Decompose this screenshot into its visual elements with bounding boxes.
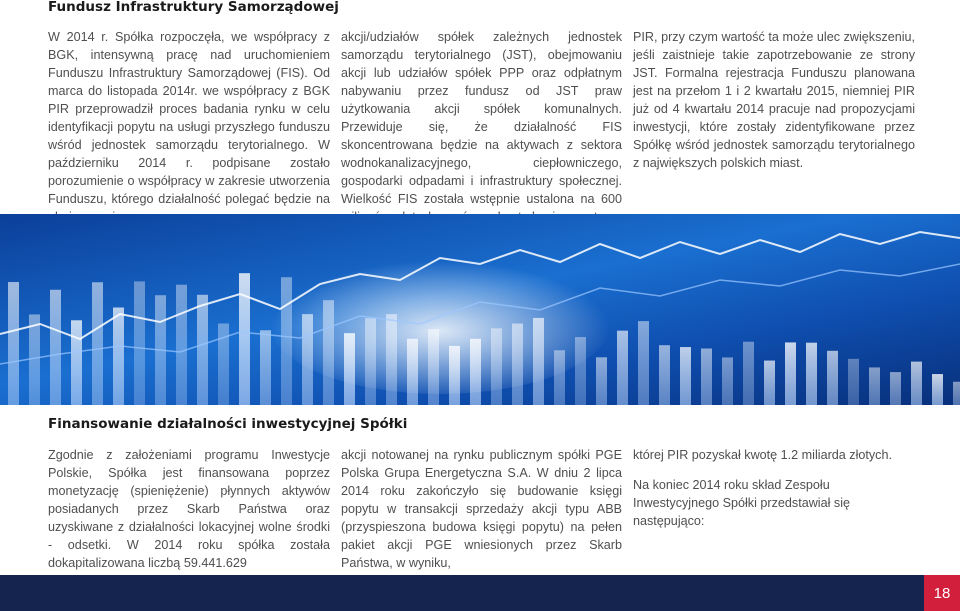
hero-bar xyxy=(764,361,775,405)
hero-bar xyxy=(701,349,712,405)
hero-bar xyxy=(722,357,733,405)
hero-bar xyxy=(743,342,754,405)
financing-paragraph-3a: której PIR pozyskał kwotę 1.2 miliarda złotych. xyxy=(633,448,892,462)
section-heading-financing: Finansowanie działalności inwestycyjnej Spółki xyxy=(48,416,408,432)
hero-bar xyxy=(890,372,901,405)
hero-bar xyxy=(932,374,943,405)
financing-text-column-2: akcji notowanej na rynku publicznym spółki PGE Polska Grupa Energetyczna S.A. W dniu 2 lipca 2014 roku zakończyło się budowanie księgi popytu w transakcji sprzedaży akcji typu ABB (przyspieszona budowa księgi popytu) na pełen pakiet akcji PGE wniesionych przez Skarb Państwa, w wyniku, xyxy=(341,448,622,570)
fis-text-column-3: PIR, przy czym wartość ta może ulec zwiększeniu, jeśli zaistnieje takie zapotrzebowanie ze strony JST. Formalna rejestracja Funduszu planowana jest na przełom 1 i 2 kwartału 2015, niemniej PIR już od 4 kwartału 2014 pracuje nad propozycjami inwestycji, które zostały zidentyfikowane przez Spółkę wśród jednostek samorządu terytorialnego z największych polskich miast. xyxy=(633,30,915,170)
hero-bar xyxy=(50,290,61,405)
hero-bar xyxy=(92,282,103,405)
hero-bar xyxy=(785,342,796,405)
hero-bar xyxy=(827,351,838,405)
hero-bar xyxy=(638,321,649,405)
hero-bar xyxy=(953,382,960,405)
footer-band xyxy=(0,575,924,611)
fis-text-column-1: W 2014 r. Spółka rozpoczęła, we współpracy z BGK, intensywną pracę nad uruchomieniem Funduszu Infrastruktury Samorządowej (FIS). Od marca do listopada 2014r. we współpracy z BGK PIR przeprowadził proces badania rynku w celu identyfikacji popytu na usługi przyszłego funduszu wśród jednostek samorządu terytorialnego. W październiku 2014 r. podpisane zostało porozumienie o współpracy w zakresie utworzenia Funduszu, którego działalność polegać będzie na xyxy=(48,30,330,206)
page-number-badge: 18 xyxy=(924,575,960,611)
hero-bar xyxy=(260,330,271,405)
fis-text-column-2: akcji/udziałów spółek zależnych jednostek samorządu terytorialnego (JST), obejmowaniu akcji lub udziałów spółek PPP oraz odpłatnym nabywaniu przez fundusz od JST praw użytkowania akcji spółek komunalnych. Przewiduje się, że działalność FIS skoncentrowana będzie na aktywach z sektora wodnokanalizacyjnego, ciepłowniczego, gospodarki odpadami i infrastruktury społecznej. Wielkość FIS została wstępnie ustalona na 600 xyxy=(341,30,622,206)
hero-bar xyxy=(176,285,187,405)
hero-bar xyxy=(239,273,250,405)
hero-bar xyxy=(659,345,670,405)
financing-text-column-1: Zgodnie z założeniami programu Inwestycje Polskie, Spółka jest finansowana poprzez monetyzację (spieniężenie) płynnych aktywów posiadanych przez Skarb Państwa oraz uzyskiwane z działalności lokacyjnej wolne środki - odsetki. W 2014 roku spółka została dokapitalizowana liczbą 59.441.629 xyxy=(48,448,330,570)
hero-bar xyxy=(29,314,40,405)
hero-bar xyxy=(869,367,880,405)
hero-bar xyxy=(617,331,628,405)
financing-paragraph-3b: Na koniec 2014 roku skład Zespołu Inwestycyjnego Spółki przedstawiał się następująco: xyxy=(633,478,850,528)
stock-chart-banner-image xyxy=(0,214,960,405)
hero-bar xyxy=(8,282,19,405)
hero-bar xyxy=(113,308,124,405)
hero-bar xyxy=(134,281,145,405)
section-heading-fis: Fundusz Infrastruktury Samorządowej xyxy=(48,0,339,15)
hero-bar xyxy=(806,343,817,405)
hero-bar xyxy=(71,320,82,405)
hero-bar xyxy=(848,359,859,405)
hero-bar xyxy=(197,295,208,405)
hero-bar xyxy=(680,347,691,405)
hero-bar xyxy=(596,357,607,405)
hero-bar xyxy=(911,362,922,405)
financing-text-column-3 xyxy=(633,446,915,530)
